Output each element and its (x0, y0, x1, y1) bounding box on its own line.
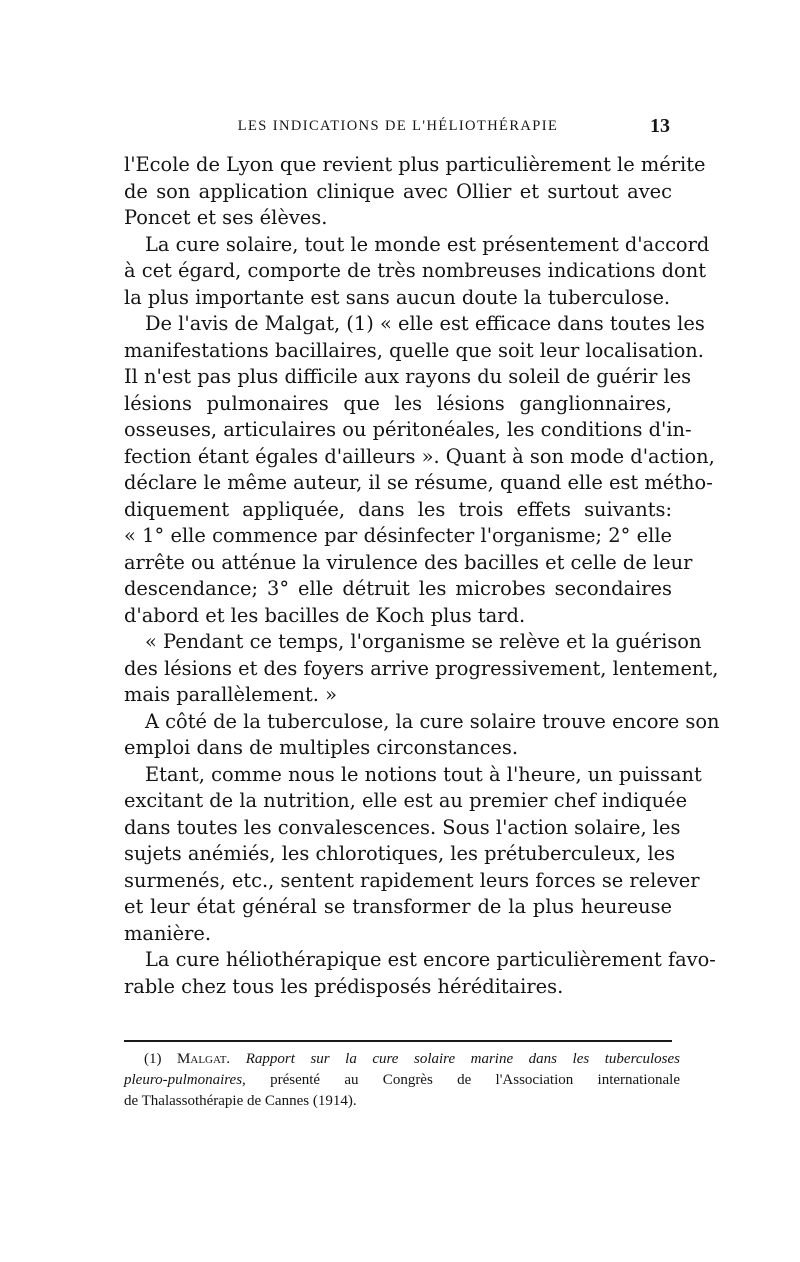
footnote-marker: (1) (144, 1051, 162, 1067)
text-line: arrête ou atténue la virulence des bacilles et celle de leur (124, 550, 693, 574)
text-line: osseuses, articulaires ou péritonéales, les conditions d'in- (124, 418, 692, 441)
footnote-divider (124, 1040, 672, 1042)
text-line: emploi dans de multiples circonstances. (124, 736, 519, 759)
text-line: A côté de la tuberculose, la cure solaire trouve encore son (145, 709, 720, 733)
page-header (118, 115, 678, 142)
footnote-title-continued: pleuro-pulmonaires, (124, 1072, 246, 1088)
text-line: et leur état général se transformer de la plus heureuse (124, 895, 672, 918)
footnote (124, 1049, 680, 1112)
text-line: Il n'est pas plus difficile aux rayons du soleil de guérir les (124, 365, 692, 388)
text-line: descendance; 3° elle détruit les microbes secondaires (124, 577, 672, 600)
text-line: déclare le même auteur, il se résume, quand elle est métho- (124, 471, 713, 494)
text-line: dans toutes les convalescences. Sous l'action solaire, les (124, 815, 681, 839)
text-line: la plus importante est sans aucun doute la tuberculose. (124, 285, 671, 309)
text-line: « 1° elle commence par désinfecter l'organisme; 2° elle (124, 524, 672, 547)
text-line: des lésions et des foyers arrive progressivement, lentement, (124, 656, 719, 680)
text-line: l'Ecole de Lyon que revient plus particulièrement le mérite (124, 153, 706, 176)
text-line: de son application clinique avec Ollier et surtout avec (124, 179, 672, 203)
footnote-line (124, 1070, 680, 1091)
text-line: manifestations bacillaires, quelle que soit leur localisation. (124, 338, 704, 362)
text-line: d'abord et les bacilles de Koch plus tard. (124, 603, 526, 627)
footnote-line (124, 1049, 680, 1070)
text-line: fection étant égales d'ailleurs ». Quant à son mode d'action, (124, 444, 715, 468)
running-title: LES INDICATIONS DE L'HÉLIOTHÉRAPIE (237, 118, 559, 134)
text-line: manière. (124, 921, 212, 945)
text-line: diquement appliquée, dans les trois effets suivants: (124, 497, 672, 521)
main-text (124, 152, 720, 1000)
text-line: surmenés, etc., sentent rapidement leurs forces se relever (124, 868, 700, 892)
page-number: 13 (650, 115, 670, 137)
footnote-title: Rapport sur la cure solaire marine dans les tuberculoses (245, 1051, 681, 1067)
text-line: La cure solaire, tout le monde est présentement d'accord (145, 232, 710, 256)
text-line: à cet égard, comporte de très nombreuses indications dont (124, 259, 706, 282)
footnote-author: Malgat. (177, 1051, 231, 1067)
footnote-line: de Thalassothérapie de Cannes (1914). (124, 1093, 357, 1109)
text-line: rable chez tous les prédisposés héréditaires. (124, 974, 564, 998)
text-line: excitant de la nutrition, elle est au premier chef indiquée (124, 789, 688, 812)
text-line: « Pendant ce temps, l'organisme se relève et la guérison (145, 630, 702, 653)
text-line: sujets anémiés, les chlorotiques, les prétuberculeux, les (124, 842, 676, 865)
text-line: mais parallèlement. » (124, 683, 337, 706)
text-line: Poncet et ses élèves. (124, 206, 328, 229)
text-line: lésions pulmonaires que les lésions ganglionnaires, (124, 391, 672, 415)
text-line: De l'avis de Malgat, (1) « elle est efficace dans toutes les (145, 312, 705, 335)
text-line: Etant, comme nous le notions tout à l'heure, un puissant (145, 762, 702, 786)
text-line: La cure héliothérapique est encore particulièrement favo- (145, 948, 716, 971)
footnote-details: présenté au Congrès de l'Association internationale (270, 1072, 680, 1088)
